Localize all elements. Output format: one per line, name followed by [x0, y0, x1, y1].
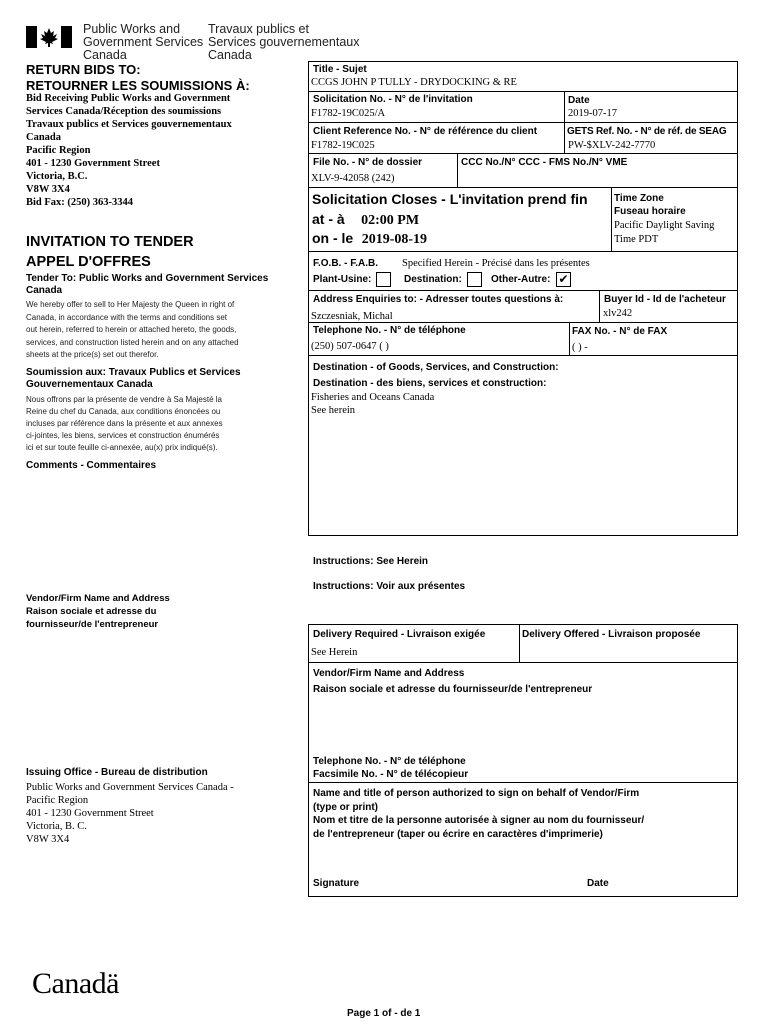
timezone-label-line: Fuseau horaire — [614, 206, 686, 217]
client-reference-value: F1782-19C025 — [311, 140, 375, 151]
solicitation-closes-label: Solicitation Closes - L'invitation prend fin — [312, 191, 588, 207]
address-line: Victoria, B.C. — [26, 171, 88, 182]
date-label: Date — [568, 95, 590, 106]
timezone-value-line: Pacific Daylight Saving — [614, 220, 715, 231]
dept-fr-line: Services gouvernementaux — [208, 35, 360, 49]
invitation-title-fr: APPEL D'OFFRES — [26, 254, 151, 270]
vendor-label-line: fournisseur/de l'entrepreneur — [26, 619, 159, 630]
destination-goods-label — [313, 360, 559, 392]
buyer-id-label: Buyer Id - Id de l'acheteur — [604, 294, 726, 305]
department-name-fr — [208, 23, 359, 62]
divider — [308, 290, 737, 291]
authorized-line: de l'entrepreneur (taper ou écrire en caractères d'imprimerie) — [313, 828, 603, 840]
comments-label: Comments - Commentaires — [26, 460, 157, 471]
soumission-line: Soumission aux: Travaux Publics et Services — [26, 367, 241, 378]
address-enquiries-label: Address Enquiries to: - Adresser toutes questions à: — [313, 294, 564, 305]
solicitation-label: Solicitation No. - N° de l'invitation — [313, 94, 473, 105]
dept-fr-line: Canada — [208, 48, 252, 62]
tender-text-line: We hereby offer to sell to Her Majesty the Queen in right of — [26, 300, 235, 309]
canada-flag-logo — [26, 26, 72, 48]
authorized-line: Nom et titre de la personne autorisée à signer au nom du fournisseur/ — [313, 815, 645, 826]
divider — [457, 153, 458, 187]
vendor-name-line: Raison sociale et adresse du fournisseur/de l'entrepreneur — [313, 684, 593, 695]
title-label: Title - Sujet — [313, 64, 367, 75]
delivery-offered-label: Delivery Offered - Livraison proposée — [522, 629, 701, 640]
vendor-label-line: Vendor/Firm Name and Address — [26, 593, 170, 604]
return-address — [26, 92, 232, 209]
vendor-label-line: Raison sociale et adresse du — [26, 606, 157, 617]
canada-wordmark: Canadä — [32, 967, 119, 1000]
dept-en-line: Government Services — [83, 35, 204, 49]
divider — [308, 251, 737, 252]
soumission-text — [26, 394, 223, 454]
destination-goods-line: Destination - of Goods, Services, and Construction: — [313, 362, 559, 373]
destination-value-line: See herein — [311, 405, 356, 416]
telephone-value: (250) 507-0647 ( ) — [311, 341, 389, 352]
closing-time-row — [312, 211, 419, 229]
vendor-name-address-label — [313, 666, 592, 698]
address-line: V8W 3X4 — [26, 184, 70, 195]
address-line: 401 - 1230 Government Street — [26, 158, 160, 169]
file-number-label: File No. - N° de dossier — [313, 157, 423, 168]
dept-en-line: Public Works and — [83, 22, 181, 36]
date-value: 2019-07-17 — [568, 108, 617, 119]
client-reference-label: Client Reference No. - N° de référence du client — [313, 126, 538, 137]
divider — [308, 122, 737, 123]
vendor-firm-label — [26, 592, 170, 631]
solicitation-value: F1782-19C025/A — [311, 108, 386, 119]
on-label: on - le — [312, 230, 354, 246]
divider — [569, 322, 570, 355]
dept-fr-line: Travaux publics et — [208, 22, 309, 36]
return-bids-title — [26, 62, 250, 94]
telephone-facsimile-label — [313, 755, 468, 781]
issuing-office-address — [26, 781, 234, 846]
fob-label: F.O.B. - F.A.B. — [313, 258, 378, 269]
address-line: Canada — [26, 132, 62, 143]
closing-time-value: 02:00 PM — [361, 213, 420, 228]
other-autre-label: Other-Autre: — [491, 274, 551, 285]
fax-value: ( ) - — [572, 342, 588, 353]
divider — [308, 153, 737, 154]
address-line: Bid Receiving Public Works and Government — [26, 93, 231, 104]
other-autre-checkbox[interactable] — [556, 272, 571, 287]
signature-label: Signature — [313, 878, 360, 889]
divider — [308, 322, 737, 323]
soumission-text-line: Nous offrons par la présente de vendre à Sa Majesté la — [26, 395, 222, 404]
at-label: at - à — [312, 211, 345, 227]
soumission-text-line: ici et sur toute feuille ci-annexée, au(x) prix indiqué(s). — [26, 443, 218, 452]
delivery-required-value: See Herein — [311, 647, 358, 658]
closing-date-value: 2019-08-19 — [361, 232, 428, 247]
address-enquiries-value: Szczesniak, Michal — [311, 311, 393, 322]
signature-date-label: Date — [587, 878, 609, 889]
divider — [308, 782, 737, 783]
delivery-required-label: Delivery Required - Livraison exigée — [313, 629, 486, 640]
address-line: Services Canada/Réception des soumissions — [26, 106, 222, 117]
telephone-label: Telephone No. - N° de téléphone — [313, 325, 466, 336]
dept-en-line: Canada — [83, 48, 127, 62]
invitation-title — [26, 232, 194, 272]
tender-to-heading — [26, 273, 268, 297]
vendor-facsimile-label: Facsimile No. - N° de télécopieur — [313, 769, 469, 780]
buyer-id-value: xlv242 — [603, 308, 633, 319]
authorized-line: Name and title of person authorized to sign on behalf of Vendor/Firm — [313, 788, 640, 799]
gets-ref-value: PW-$XLV-242-7770 — [568, 140, 656, 151]
issuing-office-label: Issuing Office - Bureau de distribution — [26, 767, 208, 778]
title-value: CCGS JOHN P TULLY - DRYDOCKING & RE — [311, 77, 517, 88]
tender-text-line: sheets at the price(s) set out therefor. — [26, 350, 159, 359]
divider — [564, 91, 565, 123]
timezone-label — [614, 192, 686, 218]
divider — [308, 91, 737, 92]
divider — [308, 187, 737, 188]
destination-goods-line: Destination - des biens, services et construction: — [313, 378, 547, 389]
page-number: Page 1 of - de 1 — [347, 1008, 421, 1019]
invitation-title-en: INVITATION TO TENDER — [26, 234, 194, 250]
timezone-label-line: Time Zone — [614, 193, 664, 204]
tender-to-line: Canada — [26, 285, 63, 296]
divider — [599, 290, 600, 322]
check-icon: ✔ — [558, 272, 569, 286]
issuing-address-line: Victoria, B. C. — [26, 821, 87, 832]
return-title-en: RETURN BIDS TO: — [26, 62, 141, 77]
soumission-text-line: Reine du chef du Canada, aux conditions énoncées ou — [26, 407, 221, 416]
closing-date-row — [312, 230, 427, 248]
destination-value-line: Fisheries and Oceans Canada — [311, 392, 435, 403]
divider — [564, 122, 565, 154]
address-line: Travaux publics et Services gouvernementaux — [26, 119, 232, 130]
authorized-line: (type or print) — [313, 801, 378, 813]
ccc-number-label: CCC No./N° CCC - FMS No./N° VME — [461, 157, 628, 168]
department-name-en — [83, 23, 203, 62]
plant-usine-label: Plant-Usine: — [313, 274, 372, 285]
address-line: Pacific Region — [26, 145, 91, 156]
instructions-fr: Instructions: Voir aux présentes — [313, 581, 466, 592]
fob-value: Specified Herein - Précisé dans les présentes — [402, 258, 590, 269]
tender-text — [26, 299, 239, 362]
instructions-en: Instructions: See Herein — [313, 556, 429, 567]
bid-fax-line: Bid Fax: (250) 363-3344 — [26, 197, 134, 208]
divider — [308, 355, 737, 356]
destination-checkbox[interactable] — [467, 272, 482, 287]
divider — [519, 624, 520, 662]
vendor-name-address-field[interactable] — [312, 700, 732, 750]
issuing-address-line: V8W 3X4 — [26, 834, 70, 845]
issuing-address-line: Pacific Region — [26, 795, 89, 806]
soumission-line: Gouvernementaux Canada — [26, 379, 153, 390]
file-number-value: XLV-9-42058 (242) — [311, 173, 395, 184]
fax-label: FAX No. - N° de FAX — [572, 326, 668, 337]
tender-text-line: services, and construction listed herein and on any attached — [26, 337, 239, 347]
vendor-telephone-label: Telephone No. - N° de téléphone — [313, 756, 466, 767]
timezone-value — [614, 219, 714, 247]
plant-usine-checkbox[interactable] — [376, 272, 391, 287]
authorized-person-label — [313, 787, 644, 841]
issuing-address-line: Public Works and Government Services Canada - — [26, 782, 234, 793]
soumission-text-line: ci-jointes, les biens, services et construction énumérés — [26, 431, 220, 440]
soumission-heading — [26, 367, 241, 391]
timezone-value-line: Time PDT — [614, 234, 659, 245]
tender-text-line: Canada, in accordance with the terms and conditions set — [26, 312, 228, 322]
soumission-text-line: incluses par référence dans la présente et aux annexes — [26, 419, 223, 428]
divider — [611, 187, 612, 251]
return-title-fr: RETOURNER LES SOUMISSIONS À: — [26, 78, 250, 93]
authorized-person-field[interactable] — [312, 845, 732, 870]
destination-goods-value — [311, 391, 434, 417]
vendor-name-line: Vendor/Firm Name and Address — [313, 668, 465, 679]
divider — [308, 662, 737, 663]
gets-ref-label: GETS Ref. No. - N° de réf. de SEAG — [567, 126, 727, 137]
destination-label: Destination: — [404, 274, 462, 285]
tender-text-line: out herein, referred to herein or attached hereto, the goods, — [26, 325, 237, 334]
issuing-address-line: 401 - 1230 Government Street — [26, 808, 154, 819]
tender-to-line: Tender To: Public Works and Government Services — [26, 273, 269, 284]
